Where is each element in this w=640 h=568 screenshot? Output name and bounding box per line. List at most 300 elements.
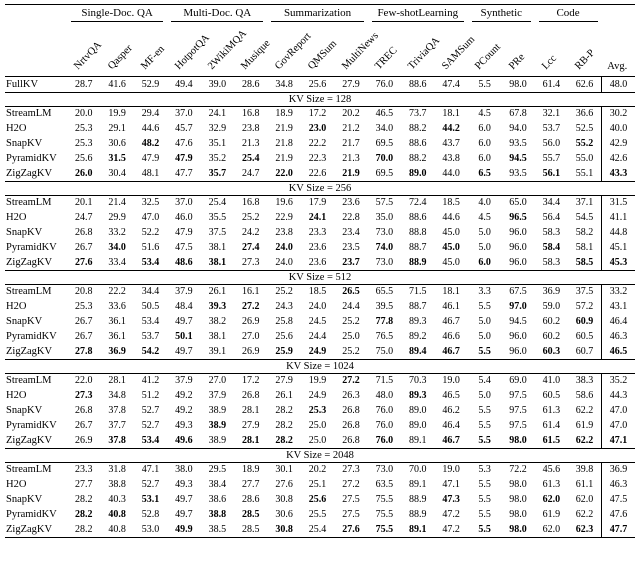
value-cell: 5.5 bbox=[478, 420, 491, 431]
value-cell: 75.0 bbox=[375, 345, 394, 357]
value-cell: 46.7 bbox=[442, 316, 460, 327]
value-cell: 26.9 bbox=[74, 434, 93, 446]
value-cell: 32.1 bbox=[542, 108, 561, 120]
method-name: H2O bbox=[6, 212, 27, 223]
table-row bbox=[5, 388, 635, 403]
value-cell: 30.2 bbox=[602, 106, 636, 121]
value-cell: 50.5 bbox=[141, 301, 160, 312]
value-cell: 26.7 bbox=[74, 242, 93, 253]
value-cell: 37.9 bbox=[208, 390, 227, 401]
value-cell: 27.9 bbox=[334, 76, 367, 92]
value-cell: 61.3 bbox=[542, 479, 561, 490]
value-cell: 57.2 bbox=[575, 301, 594, 312]
value-cell: 17.2 bbox=[308, 108, 327, 120]
table-row bbox=[5, 477, 635, 492]
value-cell: 46.4 bbox=[442, 420, 460, 431]
value-cell: 20.0 bbox=[74, 108, 93, 120]
method-name: SnapKV bbox=[6, 405, 43, 416]
value-cell: 4.0 bbox=[478, 197, 491, 209]
column-header-row bbox=[5, 22, 635, 76]
value-cell: 24.0 bbox=[275, 242, 293, 253]
value-cell: 38.9 bbox=[208, 420, 227, 431]
column-header bbox=[134, 22, 167, 76]
value-cell: 41.1 bbox=[602, 210, 636, 225]
column-label: PCount bbox=[473, 41, 504, 72]
value-cell: 5.5 bbox=[478, 434, 491, 446]
value-cell: 47.1 bbox=[442, 479, 460, 490]
group-label: Single-Doc. QA bbox=[71, 7, 163, 22]
column-header bbox=[501, 22, 534, 76]
value-cell: 30.6 bbox=[275, 509, 293, 520]
group-header-4 bbox=[468, 5, 535, 23]
value-cell: 94.5 bbox=[509, 316, 527, 327]
value-cell: 48.1 bbox=[141, 167, 160, 179]
value-cell: 53.7 bbox=[141, 331, 160, 342]
value-cell: 38.6 bbox=[208, 494, 227, 505]
value-cell: 19.9 bbox=[308, 375, 327, 387]
value-cell: 31.5 bbox=[108, 153, 126, 164]
value-cell: 38.1 bbox=[208, 331, 227, 342]
value-cell: 46.1 bbox=[442, 301, 460, 312]
value-cell: 25.4 bbox=[301, 522, 334, 537]
value-cell: 18.9 bbox=[275, 108, 293, 120]
value-cell: 26.0 bbox=[74, 167, 93, 179]
value-cell: 26.1 bbox=[208, 286, 227, 298]
value-cell: 49.9 bbox=[167, 522, 200, 537]
value-cell: 58.2 bbox=[575, 227, 594, 238]
value-cell: 5.5 bbox=[468, 76, 501, 92]
value-cell: 97.5 bbox=[509, 405, 527, 416]
value-cell: 70.0 bbox=[375, 153, 394, 164]
value-cell: 53.7 bbox=[542, 123, 561, 134]
value-cell: 67.8 bbox=[509, 108, 527, 120]
group-label: Summarization bbox=[271, 7, 363, 22]
method-name: SnapKV bbox=[6, 316, 43, 327]
value-cell: 40.8 bbox=[100, 522, 133, 537]
value-cell: 27.2 bbox=[342, 375, 360, 387]
value-cell: 34.0 bbox=[108, 242, 126, 253]
value-cell: 76.0 bbox=[375, 434, 394, 446]
value-cell: 25.3 bbox=[308, 405, 327, 416]
value-cell: 19.6 bbox=[275, 197, 293, 209]
value-cell: 50.1 bbox=[175, 331, 193, 342]
value-cell: 49.2 bbox=[175, 390, 193, 401]
value-cell: 26.7 bbox=[74, 316, 93, 327]
group-label: Code bbox=[539, 7, 598, 22]
value-cell: 37.0 bbox=[175, 108, 193, 120]
value-cell: 56.4 bbox=[542, 212, 561, 223]
value-cell: 5.5 bbox=[468, 522, 501, 537]
value-cell: 62.3 bbox=[568, 522, 601, 537]
value-cell: 49.7 bbox=[175, 345, 193, 357]
value-cell: 58.3 bbox=[542, 227, 561, 238]
value-cell: 48.6 bbox=[175, 256, 193, 268]
value-cell: 18.1 bbox=[442, 286, 460, 298]
value-cell: 46.4 bbox=[602, 314, 636, 329]
value-cell: 73.0 bbox=[375, 464, 394, 476]
method-column-header bbox=[5, 22, 67, 76]
value-cell: 53.1 bbox=[141, 494, 160, 505]
method-name: StreamLM bbox=[6, 286, 52, 298]
value-cell: 27.3 bbox=[241, 256, 260, 268]
value-cell: 61.5 bbox=[542, 434, 561, 446]
value-cell: 96.0 bbox=[509, 227, 527, 238]
value-cell: 89.0 bbox=[409, 405, 427, 416]
value-cell: 27.4 bbox=[241, 242, 260, 253]
value-cell: 35.2 bbox=[208, 153, 227, 164]
value-cell: 96.0 bbox=[509, 345, 527, 357]
value-cell: 21.9 bbox=[275, 123, 293, 134]
value-cell: 69.5 bbox=[375, 138, 394, 149]
column-header bbox=[568, 22, 601, 76]
column-label: HotpotQA bbox=[172, 31, 212, 72]
value-cell: 89.4 bbox=[409, 345, 427, 357]
value-cell: 26.9 bbox=[241, 316, 260, 327]
value-cell: 23.0 bbox=[308, 123, 327, 134]
value-cell: 26.9 bbox=[241, 345, 260, 357]
value-cell: 18.1 bbox=[442, 108, 460, 120]
value-cell: 20.1 bbox=[74, 197, 93, 209]
method-name: ZigZagKV bbox=[6, 345, 53, 357]
value-cell: 27.9 bbox=[275, 375, 293, 387]
value-cell: 25.2 bbox=[342, 345, 360, 357]
value-cell: 25.1 bbox=[308, 479, 327, 490]
value-cell: 36.9 bbox=[542, 286, 561, 298]
value-cell: 5.5 bbox=[478, 301, 491, 312]
value-cell: 97.0 bbox=[509, 301, 527, 312]
value-cell: 48.0 bbox=[602, 76, 636, 92]
value-cell: 97.5 bbox=[509, 420, 527, 431]
value-cell: 89.0 bbox=[409, 167, 427, 179]
value-cell: 69.0 bbox=[509, 375, 527, 387]
value-cell: 28.2 bbox=[275, 420, 293, 431]
value-cell: 27.0 bbox=[241, 331, 260, 342]
value-cell: 5.5 bbox=[478, 345, 491, 357]
value-cell: 96.5 bbox=[509, 212, 527, 223]
value-cell: 46.5 bbox=[602, 344, 636, 359]
value-cell: 28.2 bbox=[74, 509, 93, 520]
column-label: GovReport bbox=[272, 30, 314, 72]
method-name: SnapKV bbox=[6, 138, 43, 149]
value-cell: 49.3 bbox=[175, 420, 193, 431]
value-cell: 34.8 bbox=[108, 390, 126, 401]
value-cell: 25.6 bbox=[301, 76, 334, 92]
value-cell: 74.0 bbox=[375, 242, 394, 253]
value-cell: 55.0 bbox=[575, 153, 594, 164]
group-header-5 bbox=[535, 5, 602, 23]
value-cell: 62.0 bbox=[575, 494, 594, 505]
section-title: KV Size = 2048 bbox=[5, 448, 635, 462]
table-row bbox=[5, 299, 635, 314]
value-cell: 44.3 bbox=[602, 388, 636, 403]
value-cell: 25.2 bbox=[275, 286, 293, 298]
value-cell: 6.0 bbox=[478, 153, 491, 164]
value-cell: 46.0 bbox=[175, 212, 193, 223]
group-header-1 bbox=[167, 5, 267, 23]
value-cell: 27.2 bbox=[241, 301, 260, 312]
value-cell: 76.0 bbox=[368, 76, 401, 92]
value-cell: 27.0 bbox=[208, 375, 227, 387]
value-cell: 53.4 bbox=[141, 256, 160, 268]
value-cell: 27.5 bbox=[342, 509, 360, 520]
value-cell: 21.7 bbox=[342, 138, 360, 149]
value-cell: 26.7 bbox=[74, 331, 93, 342]
value-cell: 26.8 bbox=[74, 227, 93, 238]
value-cell: 28.7 bbox=[67, 76, 100, 92]
value-cell: 22.0 bbox=[74, 375, 93, 387]
value-cell: 25.4 bbox=[208, 197, 227, 209]
value-cell: 73.0 bbox=[375, 227, 394, 238]
value-cell: 28.1 bbox=[241, 434, 260, 446]
value-cell: 25.8 bbox=[275, 316, 293, 327]
value-cell: 55.7 bbox=[542, 153, 561, 164]
column-header bbox=[267, 22, 314, 76]
value-cell: 38.2 bbox=[208, 316, 227, 327]
value-cell: 24.4 bbox=[342, 301, 360, 312]
column-header bbox=[301, 22, 340, 76]
column-label: PRe bbox=[506, 51, 527, 72]
value-cell: 70.3 bbox=[409, 375, 427, 387]
value-cell: 26.7 bbox=[74, 420, 93, 431]
value-cell: 44.6 bbox=[442, 212, 460, 223]
value-cell: 59.0 bbox=[542, 301, 561, 312]
table-row bbox=[5, 136, 635, 151]
value-cell: 25.2 bbox=[342, 316, 360, 327]
value-cell: 5.0 bbox=[478, 316, 491, 327]
value-cell: 67.5 bbox=[509, 286, 527, 298]
value-cell: 24.7 bbox=[74, 212, 93, 223]
value-cell: 40.3 bbox=[108, 494, 126, 505]
value-cell: 30.1 bbox=[275, 464, 293, 476]
value-cell: 52.7 bbox=[141, 420, 160, 431]
value-cell: 33.4 bbox=[108, 256, 126, 268]
value-cell: 28.6 bbox=[234, 76, 267, 92]
value-cell: 47.1 bbox=[602, 433, 636, 448]
value-cell: 27.2 bbox=[342, 479, 360, 490]
column-header bbox=[334, 22, 381, 76]
value-cell: 73.0 bbox=[375, 256, 394, 268]
value-cell: 47.9 bbox=[141, 153, 160, 164]
table-row bbox=[5, 418, 635, 433]
value-cell: 54.5 bbox=[575, 212, 594, 223]
column-header bbox=[468, 22, 504, 76]
value-cell: 28.2 bbox=[275, 434, 293, 446]
value-cell: 94.5 bbox=[509, 153, 527, 164]
value-cell: 52.7 bbox=[141, 405, 160, 416]
value-cell: 27.3 bbox=[74, 390, 93, 401]
value-cell: 88.9 bbox=[409, 509, 427, 520]
value-cell: 89.1 bbox=[409, 479, 427, 490]
method-name: PyramidKV bbox=[6, 420, 57, 431]
method-name: ZigZagKV bbox=[6, 434, 53, 446]
table-row bbox=[5, 462, 635, 477]
value-cell: 33.2 bbox=[108, 227, 126, 238]
column-header bbox=[535, 22, 568, 76]
value-cell: 24.7 bbox=[241, 167, 260, 179]
value-cell: 22.9 bbox=[275, 212, 293, 223]
value-cell: 62.6 bbox=[568, 76, 601, 92]
value-cell: 21.3 bbox=[241, 138, 260, 149]
value-cell: 4.5 bbox=[478, 212, 491, 223]
value-cell: 47.3 bbox=[442, 494, 460, 505]
table-row bbox=[5, 373, 635, 388]
value-cell: 47.0 bbox=[602, 403, 636, 418]
column-label: MF-en bbox=[139, 43, 168, 72]
value-cell: 16.8 bbox=[241, 197, 260, 209]
value-cell: 51.6 bbox=[141, 242, 160, 253]
value-cell: 46.3 bbox=[602, 477, 636, 492]
value-cell: 58.3 bbox=[542, 256, 561, 268]
value-cell: 22.2 bbox=[108, 286, 126, 298]
value-cell: 45.7 bbox=[175, 123, 193, 134]
value-cell: 37.5 bbox=[575, 286, 594, 298]
value-cell: 77.8 bbox=[375, 316, 394, 327]
value-cell: 19.9 bbox=[108, 108, 126, 120]
table-row bbox=[5, 121, 635, 136]
value-cell: 36.9 bbox=[602, 462, 636, 477]
value-cell: 35.0 bbox=[375, 212, 394, 223]
value-cell: 27.6 bbox=[275, 479, 293, 490]
value-cell: 26.8 bbox=[342, 434, 360, 446]
method-name: H2O bbox=[6, 123, 27, 134]
value-cell: 47.4 bbox=[434, 76, 467, 92]
value-cell: 34.4 bbox=[141, 286, 160, 298]
value-cell: 45.1 bbox=[602, 240, 636, 255]
value-cell: 38.0 bbox=[175, 464, 193, 476]
value-cell: 62.0 bbox=[535, 522, 568, 537]
value-cell: 62.2 bbox=[575, 434, 594, 446]
value-cell: 98.0 bbox=[509, 494, 527, 505]
table-row bbox=[5, 166, 635, 181]
value-cell: 21.2 bbox=[342, 123, 360, 134]
value-cell: 62.2 bbox=[575, 509, 594, 520]
value-cell: 45.6 bbox=[542, 464, 561, 476]
column-header bbox=[100, 22, 133, 76]
value-cell: 55.2 bbox=[575, 138, 594, 149]
value-cell: 76.0 bbox=[375, 420, 394, 431]
value-cell: 37.8 bbox=[108, 405, 126, 416]
group-header-2 bbox=[267, 5, 367, 23]
value-cell: 61.9 bbox=[575, 420, 594, 431]
value-cell: 46.2 bbox=[442, 405, 460, 416]
value-cell: 48.0 bbox=[375, 390, 394, 401]
value-cell: 35.2 bbox=[602, 373, 636, 388]
value-cell: 46.7 bbox=[442, 434, 460, 446]
value-cell: 23.6 bbox=[308, 242, 327, 253]
value-cell: 49.6 bbox=[175, 434, 193, 446]
value-cell: 34.8 bbox=[267, 76, 300, 92]
value-cell: 37.9 bbox=[175, 375, 193, 387]
value-cell: 23.6 bbox=[308, 256, 327, 268]
value-cell: 28.2 bbox=[74, 494, 93, 505]
value-cell: 21.4 bbox=[108, 197, 126, 209]
value-cell: 46.6 bbox=[442, 331, 460, 342]
value-cell: 20.2 bbox=[342, 108, 360, 120]
value-cell: 36.9 bbox=[108, 345, 126, 357]
table-row bbox=[5, 255, 635, 270]
method-name: ZigZagKV bbox=[6, 167, 53, 179]
table-row bbox=[5, 151, 635, 166]
value-cell: 89.1 bbox=[401, 522, 434, 537]
value-cell: 44.0 bbox=[442, 167, 460, 179]
column-label: TREC bbox=[373, 44, 400, 72]
method-name: PyramidKV bbox=[6, 242, 57, 253]
value-cell: 58.1 bbox=[575, 242, 594, 253]
value-cell: 47.2 bbox=[442, 509, 460, 520]
value-cell: 98.0 bbox=[501, 522, 534, 537]
value-cell: 60.7 bbox=[575, 345, 594, 357]
method-name: PyramidKV bbox=[6, 509, 57, 520]
table-row bbox=[5, 210, 635, 225]
value-cell: 37.0 bbox=[175, 197, 193, 209]
value-cell: 29.5 bbox=[208, 464, 227, 476]
value-cell: 60.5 bbox=[542, 390, 561, 401]
value-cell: 25.2 bbox=[241, 212, 260, 223]
value-cell: 25.5 bbox=[308, 509, 327, 520]
value-cell: 5.5 bbox=[478, 405, 491, 416]
value-cell: 23.8 bbox=[275, 227, 293, 238]
value-cell: 47.1 bbox=[141, 464, 160, 476]
value-cell: 38.9 bbox=[208, 405, 227, 416]
value-cell: 89.0 bbox=[409, 420, 427, 431]
value-cell: 3.3 bbox=[478, 286, 491, 298]
value-cell: 33.6 bbox=[108, 301, 126, 312]
column-header bbox=[401, 22, 443, 76]
value-cell: 49.7 bbox=[175, 494, 193, 505]
value-cell: 25.0 bbox=[308, 420, 327, 431]
section-header-row bbox=[5, 92, 635, 106]
value-cell: 41.2 bbox=[141, 375, 160, 387]
section-title: KV Size = 256 bbox=[5, 181, 635, 195]
value-cell: 25.3 bbox=[74, 301, 93, 312]
value-cell: 89.1 bbox=[409, 434, 427, 446]
method-name: PyramidKV bbox=[6, 153, 57, 164]
value-cell: 42.6 bbox=[602, 151, 636, 166]
value-cell: 19.0 bbox=[442, 375, 460, 387]
value-cell: 30.6 bbox=[108, 138, 126, 149]
value-cell: 46.3 bbox=[602, 329, 636, 344]
value-cell: 71.5 bbox=[409, 286, 427, 298]
table-row bbox=[5, 314, 635, 329]
value-cell: 30.4 bbox=[108, 167, 126, 179]
value-cell: 55.1 bbox=[575, 167, 594, 179]
table-row bbox=[5, 284, 635, 299]
section-header-row bbox=[5, 448, 635, 462]
method-name: StreamLM bbox=[6, 464, 52, 476]
value-cell: 26.8 bbox=[74, 405, 93, 416]
value-cell: 69.5 bbox=[375, 167, 394, 179]
value-cell: 48.2 bbox=[141, 138, 160, 149]
value-cell: 75.5 bbox=[368, 522, 401, 537]
table-row bbox=[5, 106, 635, 121]
method-name: PyramidKV bbox=[6, 331, 57, 342]
value-cell: 5.5 bbox=[478, 509, 491, 520]
value-cell: 45.0 bbox=[442, 256, 460, 268]
value-cell: 31.5 bbox=[602, 195, 636, 210]
value-cell: 72.2 bbox=[509, 464, 527, 476]
value-cell: 39.0 bbox=[201, 76, 234, 92]
table-row bbox=[5, 522, 635, 537]
value-cell: 49.4 bbox=[167, 76, 200, 92]
value-cell: 52.2 bbox=[141, 227, 160, 238]
value-cell: 43.1 bbox=[602, 299, 636, 314]
value-cell: 47.0 bbox=[602, 418, 636, 433]
value-cell: 88.2 bbox=[409, 153, 427, 164]
column-label: 2WikiMQA bbox=[206, 27, 249, 72]
value-cell: 27.8 bbox=[74, 345, 93, 357]
value-cell: 61.1 bbox=[575, 479, 594, 490]
value-cell: 63.5 bbox=[375, 479, 394, 490]
